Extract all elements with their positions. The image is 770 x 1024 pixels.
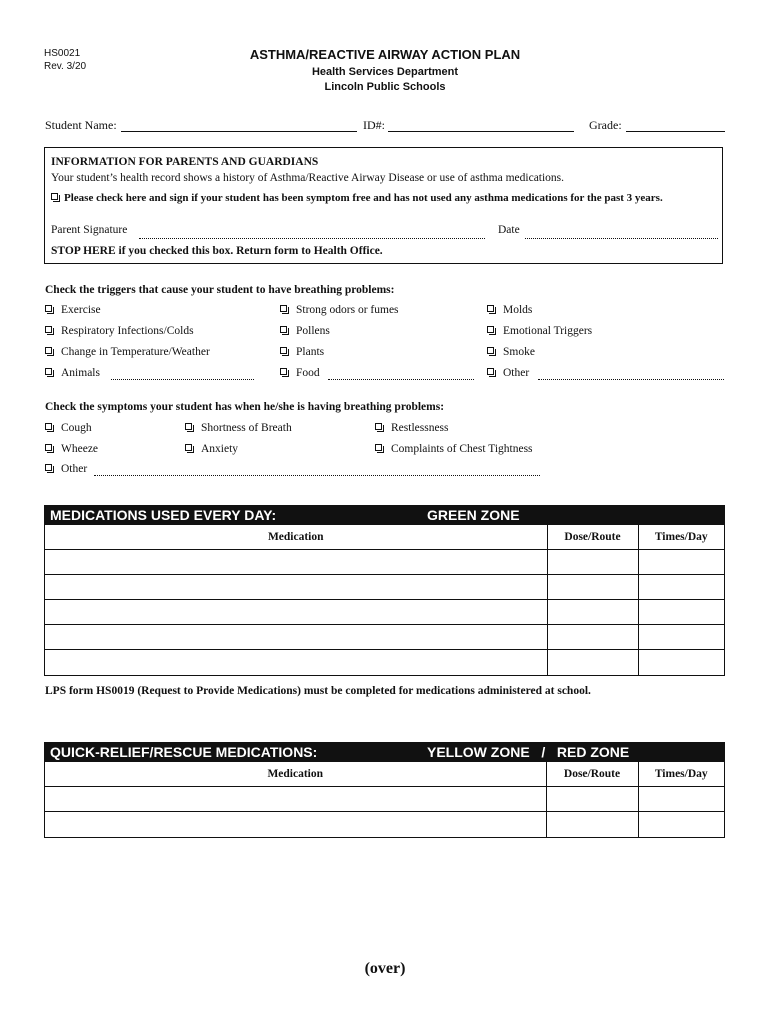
times-cell[interactable]: [638, 550, 724, 575]
date-field[interactable]: [525, 238, 718, 239]
table-row[interactable]: [45, 575, 724, 600]
table-row[interactable]: [45, 812, 724, 837]
dose-cell[interactable]: [547, 550, 638, 575]
triggers-heading: Check the triggers that cause your student to have breathing problems:: [45, 284, 395, 296]
symptom-chest-tightness[interactable]: Complaints of Chest Tightness: [375, 443, 533, 455]
times-cell[interactable]: [638, 650, 724, 675]
grade-field[interactable]: [626, 131, 725, 132]
checkbox-icon[interactable]: [45, 464, 52, 471]
times-cell[interactable]: [638, 812, 724, 837]
checkbox-icon[interactable]: [487, 305, 494, 312]
checkbox-icon[interactable]: [487, 368, 494, 375]
dose-cell[interactable]: [547, 575, 638, 600]
table-row[interactable]: [45, 787, 724, 812]
checkbox-icon[interactable]: [375, 423, 382, 430]
rescue-medications-grid: [45, 762, 724, 837]
checkbox-icon[interactable]: [45, 347, 52, 354]
daily-medications-grid: [45, 525, 724, 675]
medication-cell[interactable]: [45, 625, 547, 650]
trigger-strong-odors[interactable]: Strong odors or fumes: [280, 304, 399, 316]
checkbox-icon[interactable]: [280, 347, 287, 354]
dose-cell[interactable]: [547, 625, 638, 650]
symptom-restlessness[interactable]: Restlessness: [375, 422, 449, 434]
times-cell[interactable]: [638, 625, 724, 650]
form-number: HS0021: [44, 48, 81, 59]
column-header-times-day: Times/Day: [638, 525, 724, 550]
checkbox-icon[interactable]: [185, 444, 192, 451]
trigger-exercise[interactable]: Exercise: [45, 304, 101, 316]
dose-cell[interactable]: [546, 812, 638, 837]
medication-cell[interactable]: [45, 575, 547, 600]
checkbox-icon[interactable]: [185, 423, 192, 430]
trigger-emotional[interactable]: Emotional Triggers: [487, 325, 592, 337]
trigger-food[interactable]: Food: [280, 367, 320, 379]
daily-medications-table: [44, 505, 725, 676]
student-id-field[interactable]: [388, 131, 574, 132]
rescue-medications-title: QUICK-RELIEF/RESCUE MEDICATIONS:: [50, 744, 318, 760]
form-revision: Rev. 3/20: [44, 61, 87, 72]
table-row[interactable]: [45, 650, 724, 675]
organization-name: Lincoln Public Schools: [324, 81, 446, 93]
symptom-wheeze[interactable]: Wheeze: [45, 443, 98, 455]
times-cell[interactable]: [638, 600, 724, 625]
medication-form-note: LPS form HS0019 (Request to Provide Medications) must be completed for medications administered at school.: [45, 685, 591, 697]
info-heading: INFORMATION FOR PARENTS AND GUARDIANS: [51, 156, 319, 168]
trigger-animals[interactable]: Animals: [45, 367, 100, 379]
column-header-times-day: Times/Day: [638, 762, 724, 787]
trigger-animals-field[interactable]: [111, 379, 254, 380]
rescue-medications-header-bar: [45, 743, 724, 762]
column-header-medication: Medication: [45, 762, 546, 787]
symptom-shortness-of-breath[interactable]: Shortness of Breath: [185, 422, 292, 434]
trigger-plants[interactable]: Plants: [280, 346, 324, 358]
medication-cell[interactable]: [45, 812, 546, 837]
trigger-pollens[interactable]: Pollens: [280, 325, 330, 337]
symptom-cough[interactable]: Cough: [45, 422, 92, 434]
dose-cell[interactable]: [547, 600, 638, 625]
medication-cell[interactable]: [45, 787, 546, 812]
column-header-dose-route: Dose/Route: [547, 525, 638, 550]
checkbox-icon[interactable]: [45, 444, 52, 451]
rescue-medications-table: [44, 742, 725, 838]
checkbox-icon[interactable]: [45, 368, 52, 375]
dose-cell[interactable]: [546, 787, 638, 812]
trigger-other[interactable]: Other: [487, 367, 529, 379]
daily-medications-header-bar: [45, 506, 724, 525]
student-name-label: Student Name:: [45, 118, 117, 132]
column-header-medication: Medication: [45, 525, 547, 550]
medication-cell[interactable]: [45, 600, 547, 625]
symptom-free-label: Please check here and sign if your student has been symptom free and has not used any asthma medications for the past 3 years.: [64, 192, 663, 204]
stop-instruction: STOP HERE if you checked this box. Return form to Health Office.: [51, 245, 383, 257]
yellow-red-zone-label: YELLOW ZONE / RED ZONE: [427, 744, 630, 760]
parent-signature-field[interactable]: [139, 238, 485, 239]
symptom-anxiety[interactable]: Anxiety: [185, 443, 238, 455]
parent-info-box: [44, 147, 723, 264]
info-body: Your student’s health record shows a history of Asthma/Reactive Airway Disease or use of asthma medications.: [51, 172, 565, 184]
daily-medications-title: MEDICATIONS USED EVERY DAY:: [50, 507, 277, 523]
medication-cell[interactable]: [45, 550, 547, 575]
dose-cell[interactable]: [547, 650, 638, 675]
column-header-dose-route: Dose/Route: [546, 762, 638, 787]
page-turn-indicator: (over): [364, 960, 406, 977]
trigger-other-field[interactable]: [538, 379, 724, 380]
page-title: ASTHMA/REACTIVE AIRWAY ACTION PLAN: [249, 47, 521, 62]
checkbox-icon[interactable]: [45, 305, 52, 312]
checkbox-icon[interactable]: [45, 326, 52, 333]
symptom-free-option[interactable]: [51, 192, 663, 204]
symptom-free-checkbox[interactable]: [51, 193, 58, 200]
checkbox-icon[interactable]: [280, 305, 287, 312]
department-name: Health Services Department: [311, 66, 459, 78]
symptom-other-field[interactable]: [94, 475, 540, 476]
grade-label: Grade:: [589, 118, 622, 132]
times-cell[interactable]: [638, 787, 724, 812]
trigger-food-field[interactable]: [328, 379, 474, 380]
checkbox-icon[interactable]: [280, 326, 287, 333]
table-header-row: [45, 762, 724, 787]
checkbox-icon[interactable]: [487, 347, 494, 354]
table-row[interactable]: [45, 550, 724, 575]
student-id-label: ID#:: [363, 118, 385, 132]
checkbox-icon[interactable]: [487, 326, 494, 333]
times-cell[interactable]: [638, 575, 724, 600]
trigger-molds[interactable]: Molds: [487, 304, 532, 316]
medication-cell[interactable]: [45, 650, 547, 675]
checkbox-icon[interactable]: [45, 423, 52, 430]
checkbox-icon[interactable]: [280, 368, 287, 375]
parent-signature-label: Parent Signature: [51, 224, 128, 236]
symptom-other[interactable]: Other: [45, 463, 87, 475]
trigger-temperature-change[interactable]: Change in Temperature/Weather: [45, 346, 210, 358]
trigger-respiratory-infections[interactable]: Respiratory Infections/Colds: [45, 325, 194, 337]
checkbox-icon[interactable]: [375, 444, 382, 451]
table-header-row: [45, 525, 724, 550]
date-label: Date: [498, 224, 520, 236]
table-row[interactable]: [45, 625, 724, 650]
trigger-smoke[interactable]: Smoke: [487, 346, 535, 358]
green-zone-label: GREEN ZONE: [427, 507, 520, 523]
student-name-field[interactable]: [121, 131, 357, 132]
table-row[interactable]: [45, 600, 724, 625]
symptoms-heading: Check the symptoms your student has when he/she is having breathing problems:: [45, 401, 445, 413]
